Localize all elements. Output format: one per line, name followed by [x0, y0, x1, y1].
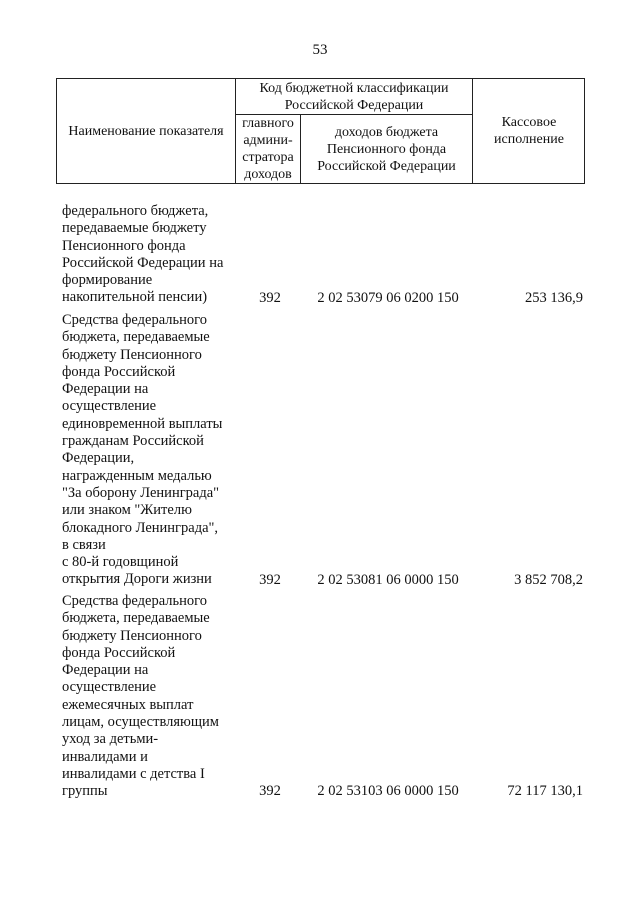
row-admin-code: 392: [259, 571, 281, 588]
row-name: федерального бюджета, передаваемые бюджету Пенсионного фонда Российской Федерации на формирование накопительной пенсии): [62, 203, 224, 306]
header-admin-line: админи-: [243, 133, 293, 148]
row-income-code: 2 02 53079 06 0200 150: [317, 289, 459, 306]
row-income-code: 2 02 53103 06 0000 150: [317, 783, 459, 800]
header-group-cell: [236, 79, 472, 114]
header-name: Наименование показателя: [68, 123, 224, 139]
row-amount: 253 136,9: [525, 289, 583, 306]
header-group-line: Код бюджетной классификации: [259, 80, 449, 96]
row-admin-code: 392: [259, 783, 281, 800]
header-group-line: Российской Федерации: [284, 97, 424, 113]
header-income-line: Пенсионного фонда: [326, 141, 447, 157]
header-amount-line: исполнение: [494, 132, 564, 147]
header-admin-line: доходов: [244, 167, 292, 182]
row-admin-code: 392: [259, 289, 281, 306]
header-income-cell: [301, 115, 472, 183]
row-amount: 3 852 708,2: [514, 571, 583, 588]
header-amount-cell: [473, 79, 585, 183]
row-name: Средства федерального бюджета, передаваемые бюджету Пенсионного фонда Российской Федерации на осуществление единовременной выплаты гражданам Российской Федерации, награжденным медалью "За оборону Ленинграда" или знаком "Жителю блокадного Ленинграда", в связи с 80-й годовщиной открытия Дороги жизни: [62, 312, 223, 588]
row-name: Средства федерального бюджета, передаваемые бюджету Пенсионного фонда Российской Федерации на осуществление ежемесячных выплат лицам, осуществляющим уход за детьми- инвалидами и инвалидами с детства I группы: [62, 593, 219, 800]
header-name-cell: [57, 79, 235, 183]
row-income-code: 2 02 53081 06 0000 150: [317, 571, 459, 588]
header-admin-line: стратора: [242, 150, 294, 165]
header-admin-cell: [236, 115, 300, 183]
row-amount: 72 117 130,1: [507, 783, 583, 800]
page-number: 53: [312, 42, 328, 58]
header-income-line: доходов бюджета: [334, 124, 439, 140]
header-amount-line: Кассовое: [501, 115, 557, 130]
header-admin-line: главного: [242, 116, 294, 131]
header-income-line: Российской Федерации: [317, 158, 456, 174]
